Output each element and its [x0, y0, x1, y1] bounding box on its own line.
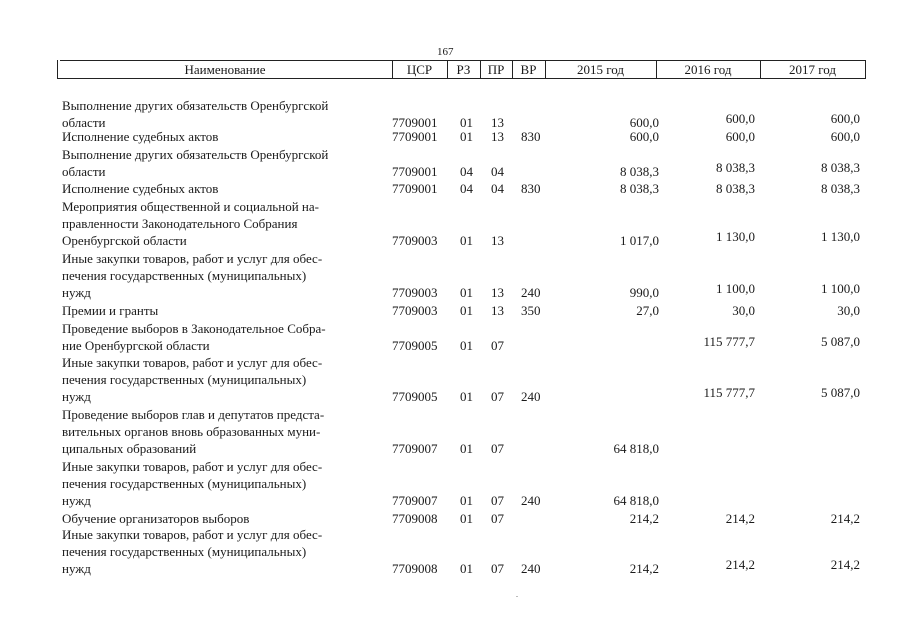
- row-name-line: печения государственных (муниципальных): [62, 544, 307, 559]
- row-pr: 07: [491, 389, 504, 404]
- row-name-line: вительных органов вновь образованных муни-: [62, 424, 321, 439]
- row-vr: 830: [521, 181, 541, 196]
- page-number: 167: [437, 46, 454, 58]
- row-2017: 8 038,3: [821, 181, 860, 196]
- row-2016: 8 038,3: [716, 181, 755, 196]
- row-2015: 214,2: [629, 511, 659, 526]
- row-rz: 01: [460, 303, 473, 318]
- row-pr: 07: [491, 338, 504, 353]
- header-2016: 2016 год: [656, 60, 761, 78]
- header-2015: 2015 год: [545, 60, 657, 78]
- row-pr: 13: [491, 303, 504, 318]
- row-2016: 214,2: [725, 511, 755, 526]
- row-vr: 350: [521, 303, 541, 318]
- row-2016: 600,0: [725, 129, 755, 144]
- row-name-line: области: [62, 164, 106, 179]
- row-2015: 214,2: [629, 561, 659, 576]
- row-csr: 7709003: [392, 285, 438, 300]
- row-name-line: Проведение выборов глав и депутатов предста-: [62, 407, 325, 422]
- row-pr: 04: [491, 164, 504, 179]
- row-name-line: Иные закупки товаров, работ и услуг для обес-: [62, 355, 323, 370]
- row-name-line: Проведение выборов в Законодательное Собра-: [62, 321, 326, 336]
- row-csr: 7709005: [392, 338, 438, 353]
- row-csr: 7709005: [392, 389, 438, 404]
- row-2017: 600,0: [830, 129, 860, 144]
- row-2015: 600,0: [629, 129, 659, 144]
- row-rz: 01: [460, 233, 473, 248]
- row-name: [62, 320, 382, 354]
- row-2017: 600,0: [830, 111, 860, 126]
- row-2017: 5 087,0: [821, 334, 860, 349]
- row-2017: 214,2: [830, 511, 860, 526]
- row-2016: 115 777,7: [703, 334, 755, 349]
- row-2016: 1 100,0: [716, 281, 755, 296]
- row-name-line: области: [62, 115, 106, 130]
- row-name-line: Оренбургской области: [62, 233, 187, 248]
- row-2017: 1 100,0: [821, 281, 860, 296]
- header-csr: ЦСР: [392, 60, 448, 78]
- row-name-line: нужд: [62, 389, 91, 404]
- row-name-line: нужд: [62, 561, 91, 576]
- row-2017: 5 087,0: [821, 385, 860, 400]
- row-name: [62, 97, 382, 131]
- row-pr: 07: [491, 561, 504, 576]
- row-rz: 04: [460, 164, 473, 179]
- row-vr: 240: [521, 493, 541, 508]
- row-pr: 13: [491, 129, 504, 144]
- row-name: [62, 198, 382, 249]
- row-csr: 7709003: [392, 303, 438, 318]
- row-2017: 30,0: [837, 303, 860, 318]
- row-name-line: Выполнение других обязательств Оренбургской: [62, 98, 329, 113]
- row-2015: 8 038,3: [620, 164, 659, 179]
- row-2015: 64 818,0: [613, 441, 659, 456]
- row-name: [62, 406, 382, 457]
- row-name-line: печения государственных (муниципальных): [62, 476, 307, 491]
- row-2015: 27,0: [636, 303, 659, 318]
- row-2015: 64 818,0: [613, 493, 659, 508]
- row-2017: 214,2: [830, 557, 860, 572]
- row-pr: 07: [491, 493, 504, 508]
- row-name: [62, 128, 382, 145]
- row-name-line: Исполнение судебных актов: [62, 181, 219, 196]
- header-rz: РЗ: [447, 60, 481, 78]
- table-header: [57, 60, 866, 79]
- row-name-line: ние Оренбургской области: [62, 338, 210, 353]
- row-csr: 7709001: [392, 181, 438, 196]
- row-csr: 7709003: [392, 233, 438, 248]
- row-2017: 8 038,3: [821, 160, 860, 175]
- row-2016: 8 038,3: [716, 160, 755, 175]
- row-2015: 1 017,0: [620, 233, 659, 248]
- row-2015: 990,0: [629, 285, 659, 300]
- row-name-line: правленности Законодательного Собрания: [62, 216, 298, 231]
- row-vr: 240: [521, 561, 541, 576]
- row-rz: 01: [460, 389, 473, 404]
- row-name: [62, 180, 382, 197]
- row-2016: 30,0: [732, 303, 755, 318]
- row-2016: 600,0: [725, 111, 755, 126]
- row-rz: 01: [460, 338, 473, 353]
- row-name: [62, 526, 382, 577]
- row-name: [62, 354, 382, 405]
- row-csr: 7709008: [392, 561, 438, 576]
- row-name-line: Мероприятия общественной и социальной на-: [62, 199, 319, 214]
- header-2017: 2017 год: [760, 60, 866, 78]
- row-2015: 600,0: [629, 115, 659, 130]
- row-csr: 7709001: [392, 164, 438, 179]
- row-csr: 7709007: [392, 493, 438, 508]
- row-vr: 240: [521, 389, 541, 404]
- row-name-line: ципальных образований: [62, 441, 197, 456]
- row-csr: 7709001: [392, 129, 438, 144]
- row-pr: 07: [491, 441, 504, 456]
- row-rz: 01: [460, 115, 473, 130]
- header-pr: ПР: [480, 60, 513, 78]
- header-vr: ВР: [512, 60, 546, 78]
- row-name-line: Иные закупки товаров, работ и услуг для обес-: [62, 527, 323, 542]
- row-name: [62, 146, 382, 180]
- row-name-line: нужд: [62, 285, 91, 300]
- row-vr: 240: [521, 285, 541, 300]
- row-rz: 04: [460, 181, 473, 196]
- row-rz: 01: [460, 561, 473, 576]
- row-name-line: печения государственных (муниципальных): [62, 372, 307, 387]
- row-name-line: Исполнение судебных актов: [62, 129, 219, 144]
- row-name: [62, 510, 382, 527]
- scan-speck: [516, 596, 518, 597]
- row-name: [62, 250, 382, 301]
- row-rz: 01: [460, 511, 473, 526]
- row-rz: 01: [460, 129, 473, 144]
- row-name: [62, 458, 382, 509]
- header-name: Наименование: [58, 60, 393, 78]
- row-rz: 01: [460, 441, 473, 456]
- row-name-line: нужд: [62, 493, 91, 508]
- row-csr: 7709008: [392, 511, 438, 526]
- row-2016: 1 130,0: [716, 229, 755, 244]
- row-pr: 07: [491, 511, 504, 526]
- row-pr: 04: [491, 181, 504, 196]
- row-name-line: печения государственных (муниципальных): [62, 268, 307, 283]
- row-vr: 830: [521, 129, 541, 144]
- row-pr: 13: [491, 285, 504, 300]
- row-name-line: Иные закупки товаров, работ и услуг для обес-: [62, 251, 323, 266]
- row-csr: 7709001: [392, 115, 438, 130]
- row-name-line: Премии и гранты: [62, 303, 159, 318]
- row-rz: 01: [460, 285, 473, 300]
- row-name-line: Выполнение других обязательств Оренбургской: [62, 147, 329, 162]
- row-name-line: Иные закупки товаров, работ и услуг для обес-: [62, 459, 323, 474]
- row-name: [62, 302, 382, 319]
- row-2015: 8 038,3: [620, 181, 659, 196]
- row-2016: 214,2: [725, 557, 755, 572]
- row-2016: 115 777,7: [703, 385, 755, 400]
- row-pr: 13: [491, 115, 504, 130]
- row-name-line: Обучение организаторов выборов: [62, 511, 250, 526]
- row-rz: 01: [460, 493, 473, 508]
- row-2017: 1 130,0: [821, 229, 860, 244]
- row-pr: 13: [491, 233, 504, 248]
- row-csr: 7709007: [392, 441, 438, 456]
